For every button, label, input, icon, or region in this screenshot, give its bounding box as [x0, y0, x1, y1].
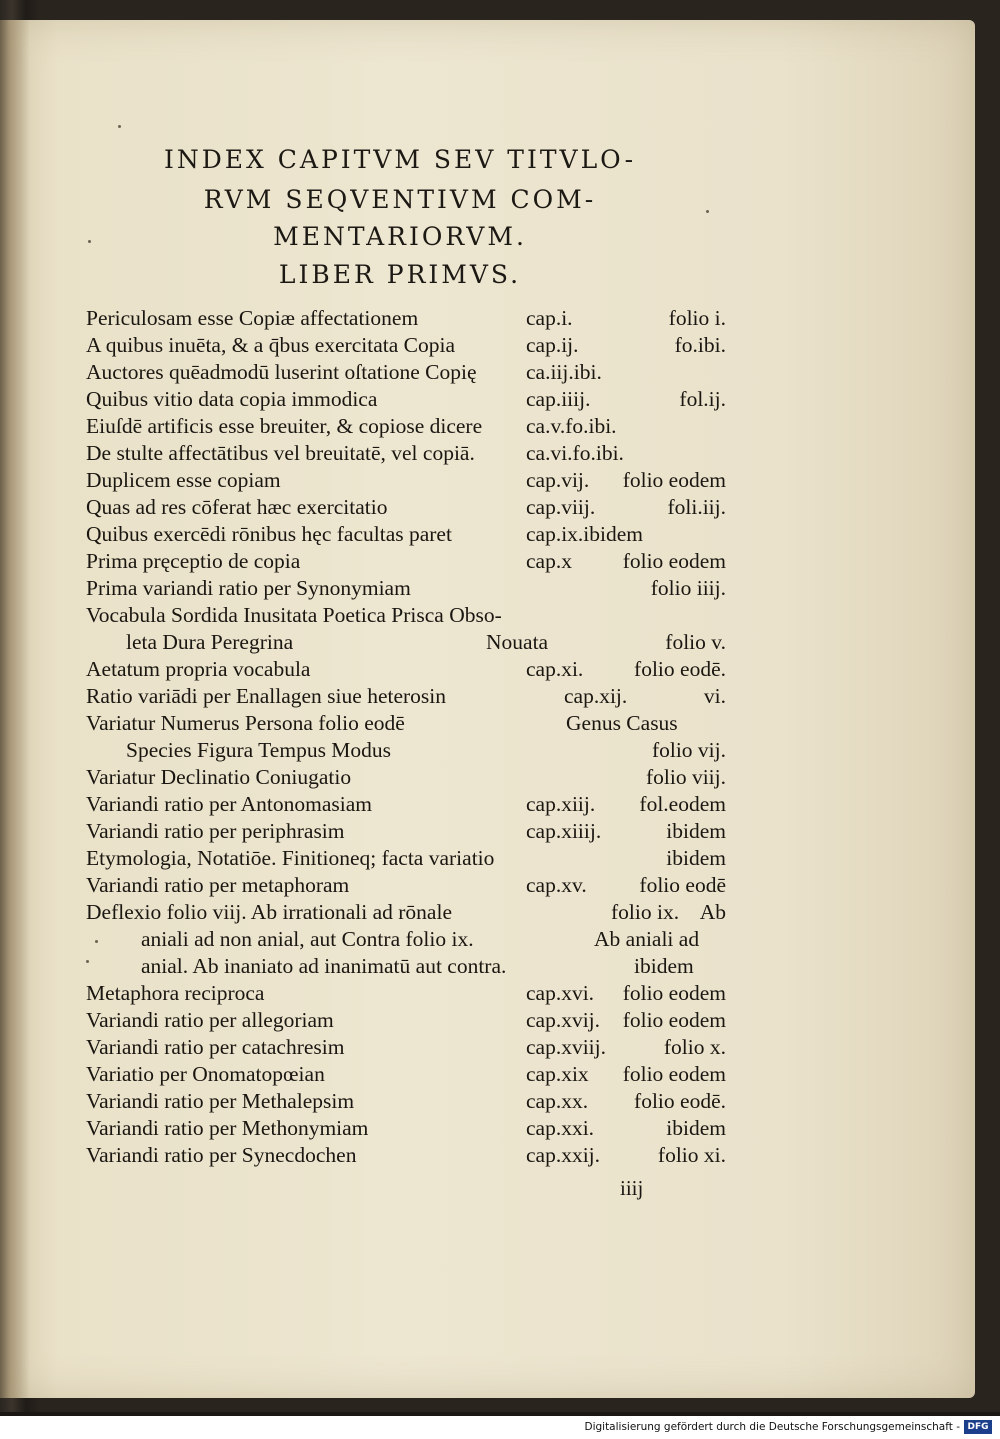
index-entry: [86, 684, 726, 712]
entry-folio: vi.: [703, 684, 726, 708]
index-entry: [86, 1143, 726, 1171]
index-entry: [86, 603, 726, 631]
index-heading-line-4: LIBER PRIMVS.: [278, 260, 522, 289]
entry-title: Variatio per Onomatopœian: [86, 1062, 325, 1086]
index-entry: [86, 1089, 726, 1117]
entry-chapter: cap.xxij.: [526, 1143, 601, 1167]
entry-folio: folio v.: [665, 630, 726, 654]
entry-title: Variatur Numerus Persona folio eodē: [86, 711, 405, 735]
entry-folio: fol.ij.: [679, 387, 726, 411]
index-entry: [86, 1116, 726, 1144]
entry-folio: foli.iij.: [667, 495, 726, 519]
entry-chapter: ibidem: [634, 954, 694, 978]
index-entry: [86, 333, 726, 361]
footer-bar: [0, 1416, 1000, 1439]
entry-chapter: cap.vij.: [526, 468, 590, 492]
entry-chapter: cap.xvi.: [526, 981, 595, 1005]
entry-chapter: cap.viij.: [526, 495, 596, 519]
index-entry: [86, 846, 726, 874]
entry-title: Aetatum propria vocabula: [86, 657, 311, 681]
index-entry: [86, 711, 726, 739]
index-entry: [86, 738, 726, 766]
index-entry: [86, 414, 726, 442]
index-entry: [86, 1062, 726, 1090]
entry-folio: ibidem: [666, 1116, 726, 1140]
entry-title: Variandi ratio per allegoriam: [86, 1008, 334, 1032]
entry-chapter: cap.xx.: [526, 1089, 589, 1113]
entry-title: Duplicem esse copiam: [86, 468, 281, 492]
entry-chapter: folio ix.: [611, 900, 680, 924]
entry-folio: fo.ibi.: [674, 333, 726, 357]
entry-chapter: cap.xi.: [526, 657, 584, 681]
entry-title: Variandi ratio per catachresim: [86, 1035, 345, 1059]
index-entry: [86, 765, 726, 793]
signature-mark: iiij: [620, 1176, 644, 1200]
entry-folio: folio eodem: [622, 549, 726, 573]
index-entry: [86, 1008, 726, 1036]
entry-chapter: cap.xxi.: [526, 1116, 595, 1140]
index-entry: [86, 630, 726, 658]
entry-chapter: cap.xv.: [526, 873, 587, 897]
entry-title: Ratio variādi per Enallagen siue heterosin: [86, 684, 446, 708]
entry-folio: folio x.: [663, 1035, 726, 1059]
entry-folio: folio vij.: [651, 738, 726, 762]
entry-chapter: cap.xiiij.: [526, 819, 602, 843]
entry-chapter: cap.ij.: [526, 333, 579, 357]
entry-chapter: ca.vi.fo.ibi.: [526, 441, 624, 465]
entry-title: Variatur Declinatio Coniugatio: [86, 765, 352, 789]
index-entry: [86, 468, 726, 496]
entry-title: aniali ad non anial, aut Contra folio ix.: [141, 927, 474, 951]
entry-chapter: ca.v.fo.ibi.: [526, 414, 617, 438]
entry-title: De stulte affectātibus vel breuitatē, vel copiā.: [86, 441, 475, 465]
index-heading-line-3: MENTARIORVM.: [273, 222, 527, 251]
entry-chapter: cap.xiij.: [526, 792, 596, 816]
entry-title: Species Figura Tempus Modus: [126, 738, 392, 762]
entry-chapter: cap.i.: [526, 306, 573, 330]
index-entry: [86, 441, 726, 469]
entry-title: Quibus exercēdi rōnibus hęc facultas paret: [86, 522, 452, 546]
index-entry: [86, 360, 726, 388]
entry-folio: folio eodem: [622, 981, 726, 1005]
entry-chapter: Ab aniali ad: [594, 927, 700, 951]
entry-title: Variandi ratio per Methalepsim: [86, 1089, 355, 1113]
index-entry: [86, 792, 726, 820]
entry-title: Prima pręceptio de copia: [86, 549, 301, 573]
entry-folio: folio eodem: [622, 1008, 726, 1032]
index-entry: [86, 387, 726, 415]
entry-title: Variandi ratio per Methonymiam: [86, 1116, 369, 1140]
entry-title: Eiuſdē artificis esse breuiter, & copiose dicere: [86, 414, 483, 438]
entry-title: Prima variandi ratio per Synonymiam: [86, 576, 411, 600]
entry-chapter: cap.iiij.: [526, 387, 591, 411]
entry-title: Variandi ratio per Antonomasiam: [86, 792, 372, 816]
entry-chapter: cap.xix: [526, 1062, 589, 1086]
entry-chapter: Nouata: [486, 630, 549, 654]
entry-folio: folio xi.: [657, 1143, 726, 1167]
index-heading-line-2: RVM SEQVENTIVM COM-: [203, 185, 597, 214]
index-entry: [86, 657, 726, 685]
entry-folio: folio iiij.: [650, 576, 726, 600]
index-entry: [86, 306, 726, 334]
index-heading-line-1: INDEX CAPITVM SEV TITVLO-: [163, 145, 637, 174]
entry-folio: folio viij.: [645, 765, 726, 789]
entry-folio: folio eodē: [639, 873, 726, 897]
entry-chapter: ca.iij.ibi.: [526, 360, 602, 384]
entry-title: A quibus inuēta, & a q̄bus exercitata Copia: [86, 333, 455, 357]
index-entry: [86, 549, 726, 577]
entry-title: anial. Ab inaniato ad inanimatū aut contra.: [141, 954, 507, 978]
index-entry: [86, 954, 726, 982]
entry-chapter: cap.xvij.: [526, 1008, 601, 1032]
entry-title: Vocabula Sordida Inusitata Poetica Prisca Obso-: [86, 603, 502, 627]
entry-title: Periculosam esse Copiæ affectationem: [86, 306, 419, 330]
index-entry: [86, 576, 726, 604]
entry-folio: fol.eodem: [639, 792, 726, 816]
paper-speck: [118, 125, 121, 128]
entry-folio: folio eodem: [622, 468, 726, 492]
index-entry: [86, 873, 726, 901]
entry-chapter: cap.xviij.: [526, 1035, 607, 1059]
entry-title: Quibus vitio data copia immodica: [86, 387, 378, 411]
entry-title: leta Dura Peregrina: [126, 630, 294, 654]
entry-title: Quas ad res cōferat hæc exercitatio: [86, 495, 388, 519]
entry-title: Variandi ratio per Synecdochen: [86, 1143, 357, 1167]
entry-folio: folio eodē.: [634, 1089, 726, 1113]
entry-title: Auctores quēadmodū luserint oſtatione Copię: [86, 360, 477, 384]
entry-folio: Ab: [699, 900, 726, 924]
entry-chapter: cap.ix.ibidem: [526, 522, 644, 546]
index-entry: [86, 1035, 726, 1063]
entry-folio: folio i.: [668, 306, 726, 330]
entry-chapter: Genus Casus: [566, 711, 678, 735]
entry-title: Etymologia, Notatiōe. Finitioneq; facta variatio: [86, 846, 495, 870]
index-entry: [86, 522, 726, 550]
index-entry: [86, 981, 726, 1009]
entry-folio: folio eodem: [622, 1062, 726, 1086]
entry-title: Variandi ratio per metaphoram: [86, 873, 350, 897]
entry-title: Metaphora reciproca: [86, 981, 265, 1005]
index-entry: [86, 927, 726, 955]
entry-chapter: cap.xij.: [564, 684, 628, 708]
entry-folio: folio eodē.: [634, 657, 726, 681]
index-entry: [86, 495, 726, 523]
funding-note: Digitalisierung gefördert durch die Deutsche Forschungsgemeinschaft -: [584, 1421, 960, 1433]
dfg-logo: DFG: [964, 1420, 992, 1434]
entry-title: Deflexio folio viij. Ab irrationali ad rōnale: [86, 900, 452, 924]
entry-folio: ibidem: [666, 819, 726, 843]
index-entry: [86, 819, 726, 847]
entry-title: Variandi ratio per periphrasim: [86, 819, 345, 843]
entry-chapter: cap.x: [526, 549, 572, 573]
index-entry: [86, 900, 726, 928]
entry-folio: ibidem: [666, 846, 726, 870]
